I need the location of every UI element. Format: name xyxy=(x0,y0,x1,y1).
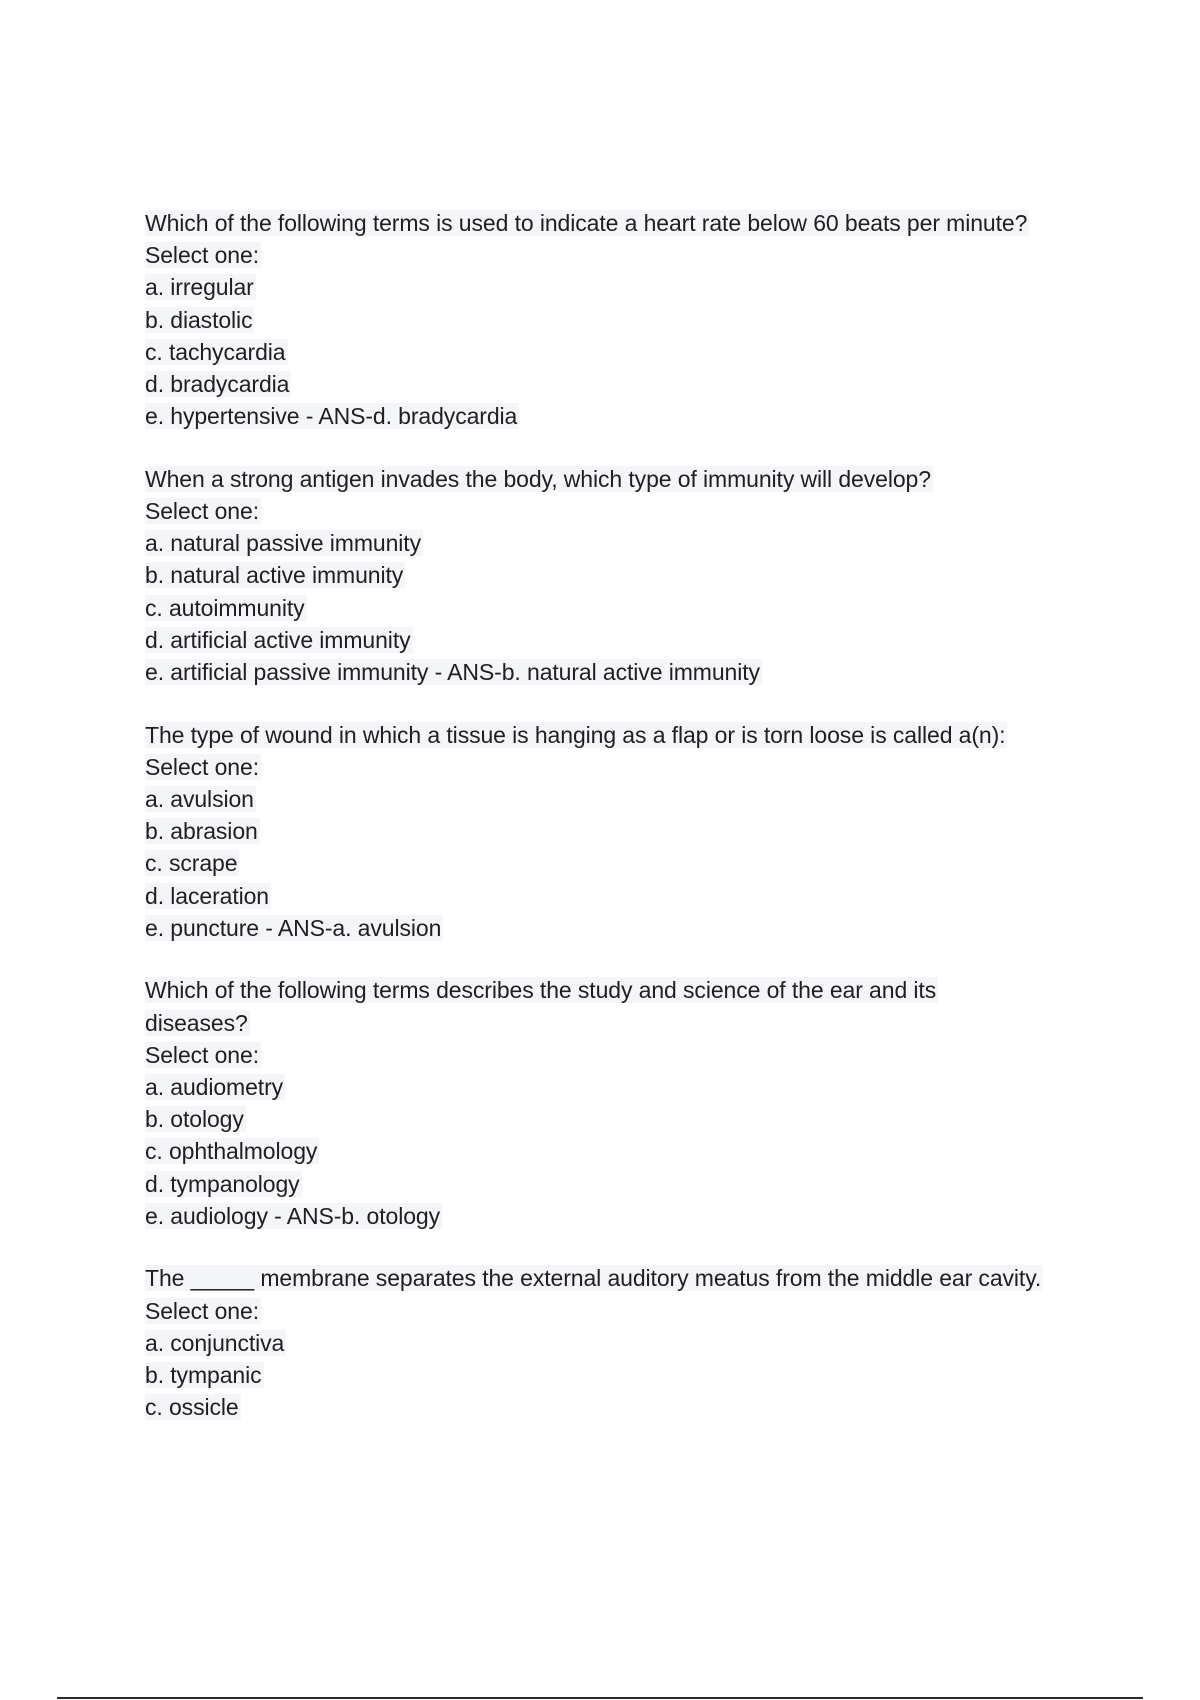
answer-option: b. abrasion xyxy=(145,818,258,845)
answer-option: d. artificial active immunity xyxy=(145,626,411,653)
question-4 xyxy=(145,974,1085,1232)
answer-option: a. irregular xyxy=(145,274,254,301)
select-one-label: Select one: xyxy=(145,753,259,780)
footer-divider xyxy=(57,1697,1143,1699)
answer-option: d. bradycardia xyxy=(145,371,290,398)
question-text: When a strong antigen invades the body, which type of immunity will develop? xyxy=(145,465,931,492)
question-text: The _____ membrane separates the external auditory meatus from the middle ear cavity. xyxy=(145,1265,1042,1292)
answer-option: b. tympanic xyxy=(145,1362,262,1389)
answer-option: d. tympanology xyxy=(145,1170,300,1197)
question-1 xyxy=(145,207,1085,432)
answer-option: c. autoimmunity xyxy=(145,594,305,621)
answer-option-with-key: e. artificial passive immunity - ANS-b. natural active immunity xyxy=(145,659,760,686)
answer-option: a. conjunctiva xyxy=(145,1329,285,1356)
select-one-label: Select one: xyxy=(145,1041,259,1068)
answer-option: c. ossicle xyxy=(145,1394,239,1421)
document-body xyxy=(145,207,1085,1454)
answer-option: b. otology xyxy=(145,1106,244,1133)
answer-option: c. tachycardia xyxy=(145,338,286,365)
answer-option: c. ophthalmology xyxy=(145,1138,318,1165)
question-text: Which of the following terms is used to indicate a heart rate below 60 beats per minute? xyxy=(145,210,1028,236)
question-2 xyxy=(145,463,1085,688)
answer-option: a. audiometry xyxy=(145,1074,284,1101)
select-one-label: Select one: xyxy=(145,242,259,269)
answer-option: b. natural active immunity xyxy=(145,562,404,589)
answer-option-with-key: e. puncture - ANS-a. avulsion xyxy=(145,914,442,941)
question-3 xyxy=(145,719,1085,944)
question-text-continued: diseases? xyxy=(145,1009,248,1036)
answer-option: c. scrape xyxy=(145,850,238,877)
answer-option-with-key: e. audiology - ANS-b. otology xyxy=(145,1202,440,1229)
select-one-label: Select one: xyxy=(145,498,259,525)
answer-option-with-key: e. hypertensive - ANS-d. bradycardia xyxy=(145,403,518,430)
question-text: The type of wound in which a tissue is hanging as a flap or is torn loose is called a(n): xyxy=(145,721,1006,748)
question-5 xyxy=(145,1262,1085,1423)
question-text: Which of the following terms describes the study and science of the ear and its xyxy=(145,977,937,1004)
answer-option: b. diastolic xyxy=(145,306,253,333)
answer-option: a. avulsion xyxy=(145,786,254,813)
answer-option: d. laceration xyxy=(145,882,269,909)
answer-option: a. natural passive immunity xyxy=(145,530,421,557)
select-one-label: Select one: xyxy=(145,1297,259,1324)
